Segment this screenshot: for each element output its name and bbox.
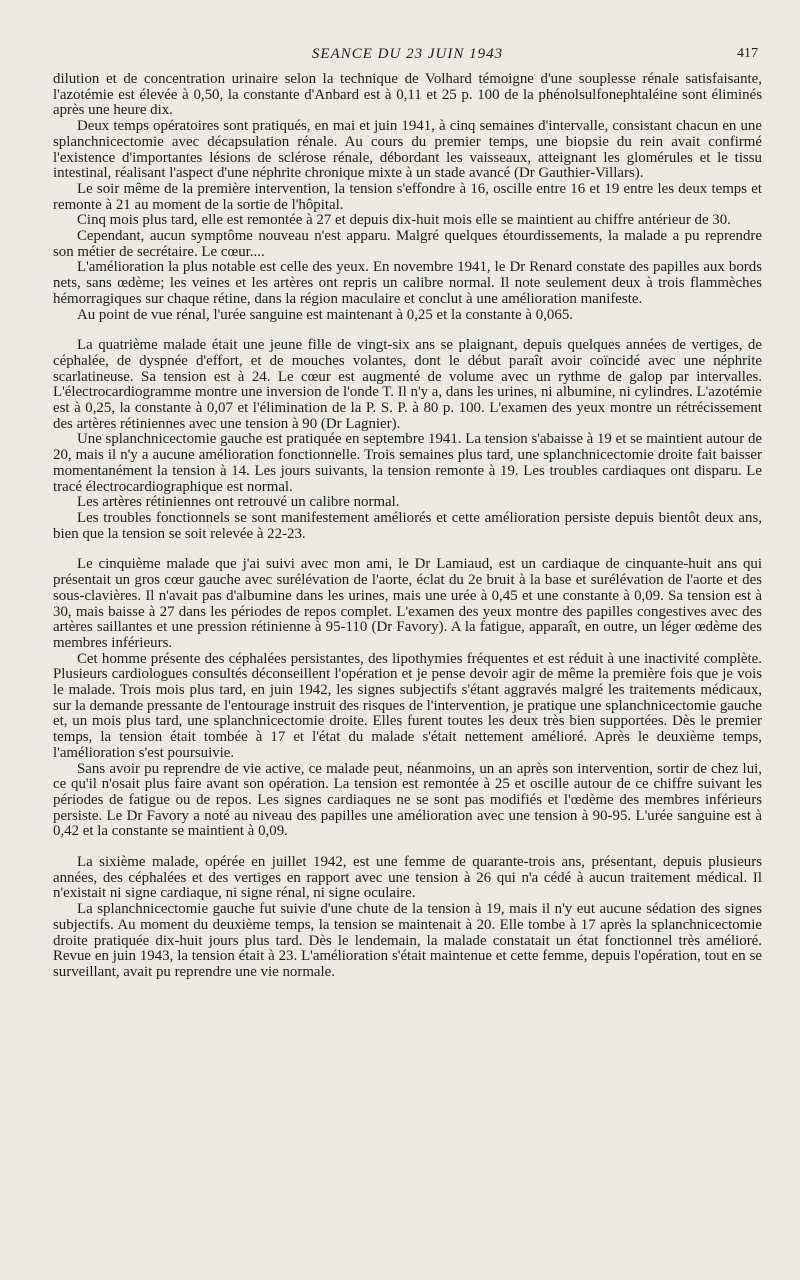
paragraph: Sans avoir pu reprendre de vie active, ce malade peut, néanmoins, un an après son intervention, sortir de chez lui, ce qu'il n'osait plus faire avant son opération. La tension est remontée à 25 et oscille autour de ce chiffre suivant les périodes de fatigue ou de repos. Les signes cardiaques ne se sont pas modifiés et l'œdème des membres inférieurs persiste. Le Dr Favory a noté au niveau des papilles une amélioration avec une tension à 90-95. L'urée sanguine est à 0,42 et la constante se maintient à 0,09. <box>53 760 762 840</box>
paragraph: Cinq mois plus tard, elle est remontée à 27 et depuis dix-huit mois elle se maintient au chiffre antérieur de 30. <box>77 212 731 229</box>
paragraph: Les artères rétiniennes ont retrouvé un calibre normal. <box>77 494 400 511</box>
paragraph: La sixième malade, opérée en juillet 1942, est une femme de quarante-trois ans, présentant, depuis plusieurs années, des céphalées et des vertiges en rapport avec une tension à 26 qui n'a cédé à aucun traitement médical. Il n'existait ni signe cardiaque, ni signe rénal, ni signe oculaire. <box>53 854 762 902</box>
paragraph: Deux temps opératoires sont pratiqués, en mai et juin 1941, à cinq semaines d'intervalle, consistant chacun en une splanchnicectomie avec décapsulation rénale. Au cours du premier temps, une biopsie du rein avait confirmé l'existence d'importantes lésions de sclérose rénale, débordant les vaisseaux, atteignant les glomérules et le tissu intestinal, réalisant l'aspect d'une néphrite chronique mixte à un stade avancé (Dr Gauthier-Villars). <box>53 118 762 182</box>
paragraph: Cet homme présente des céphalées persistantes, des lipothymies fréquentes et est réduit à une inactivité complète. Plusieurs cardiologues consultés déconseillent l'opération et je pense devoir agir de même la première fois que je vois le malade. Trois mois plus tard, en juin 1942, les signes subjectifs s'étant aggravés malgré les traitements médicaux, sur la demande pressante de l'entourage instruit des risques de l'intervention, je pratique une splanchnicectomie gauche et, un mois plus tard, une splanchnicectomie droite. Elles furent toutes les deux très bien supportées. Dès le premier temps, la tension était tombée à 17 et l'état du malade s'était nettement amélioré. Après le deuxième temps, l'amélioration s'est poursuivie. <box>53 650 762 761</box>
paragraph: L'amélioration la plus notable est celle des yeux. En novembre 1941, le Dr Renard constate des papilles aux bords nets, sans œdème; les veines et les artères ont repris un calibre normal. Il note seulement deux à trois flammèches hémorragiques sur chaque rétine, dans la région maculaire et conclut à une amélioration manifeste. <box>53 259 762 307</box>
paragraph: Au point de vue rénal, l'urée sanguine est maintenant à 0,25 et la constante à 0,065. <box>77 306 573 323</box>
running-header <box>53 42 762 72</box>
paragraph: Une splanchnicectomie gauche est pratiquée en septembre 1941. La tension s'abaisse à 19 et se maintient autour de 20, mais il n'y a aucune amélioration fonctionnelle. Trois semaines plus tard, une splanchnicectomie droite fait baisser momentanément la tension à 14. Les jours suivants, la tension remonte à 19. Les troubles cardiaques ont disparu. Le tracé électrocardiographique est normal. <box>53 431 762 495</box>
header-title: SEANCE DU 23 JUIN 1943 <box>311 46 504 62</box>
paragraph: Le cinquième malade que j'ai suivi avec mon ami, le Dr Lamiaud, est un cardiaque de cinquante-huit ans qui présentait un gros cœur gauche avec surélévation de l'aorte, éclat du 2e bruit à la base et surélévation de l'aorte et des sous-clavières. Il n'avait pas d'albumine dans les urines, mais une urée à 0,45 et une constante à 0,09. Sa tension est à 30, mais baisse à 27 dans les périodes de repos complet. L'examen des yeux montre des papilles congestives avec des artères saillantes et une pression rétinienne à 95-110 (Dr Favory). A la fatigue, apparaît, en outre, un léger œdème des membres inférieurs. <box>53 556 762 651</box>
paragraph: La quatrième malade était une jeune fille de vingt-six ans se plaignant, depuis quelques années de vertiges, de céphalée, de dyspnée d'effort, et de mouches volantes, dont le début paraît avoir coïncidé avec une néphrite scarlatineuse. Sa tension est à 24. Le cœur est augmenté de volume avec un rythme de galop par intervalles. L'électrocardiogramme montre une inversion de l'onde T. Il n'y a, dans les urines, ni albumine, ni cylindres. L'azotémie est à 0,25, la constante à 0,07 et l'élimination de la P. S. P. à 80 p. 100. L'examen des yeux montre un rétrécissement des artères rétiniennes avec une tension à 90 (Dr Lagnier). <box>53 337 762 432</box>
body-text <box>53 72 762 981</box>
page-number: 417 <box>737 46 758 61</box>
paragraph: La splanchnicectomie gauche fut suivie d'une chute de la tension à 19, mais il n'y eut aucune sédation des signes subjectifs. Au moment du deuxième temps, la tension se maintenait à 20. Elle tombe à 17 après la splanchnicectomie droite pratiquée dix-huit jours plus tard. Dès le lendemain, la malade constatait un état fonctionnel très amélioré. Revue en juin 1943, la tension était à 23. L'amélioration s'était maintenue et cette femme, depuis l'opération, tout en se surveillant, avait pu reprendre une vie normale. <box>53 901 762 980</box>
paragraph: Les troubles fonctionnels se sont manifestement améliorés et cette amélioration persiste depuis bientôt deux ans, bien que la tension se soit relevée à 22-23. <box>53 509 762 542</box>
paragraph: Le soir même de la première intervention, la tension s'effondre à 16, oscille entre 16 et 19 entre les deux temps et remonte à 21 au moment de la sortie de l'hôpital. <box>53 180 762 213</box>
paragraph: Cependant, aucun symptôme nouveau n'est apparu. Malgré quelques étourdissements, la malade a pu reprendre son métier de secrétaire. Le cœur.... <box>53 228 762 260</box>
paragraph: dilution et de concentration urinaire selon la technique de Volhard témoigne d'une souplesse rénale satisfaisante, l'azotémie est élevée à 0,50, la constante d'Anbard est à 0,11 et 25 p. 100 de la phénolsulfonephtaléine sont éliminés après une heure dix. <box>53 71 762 119</box>
